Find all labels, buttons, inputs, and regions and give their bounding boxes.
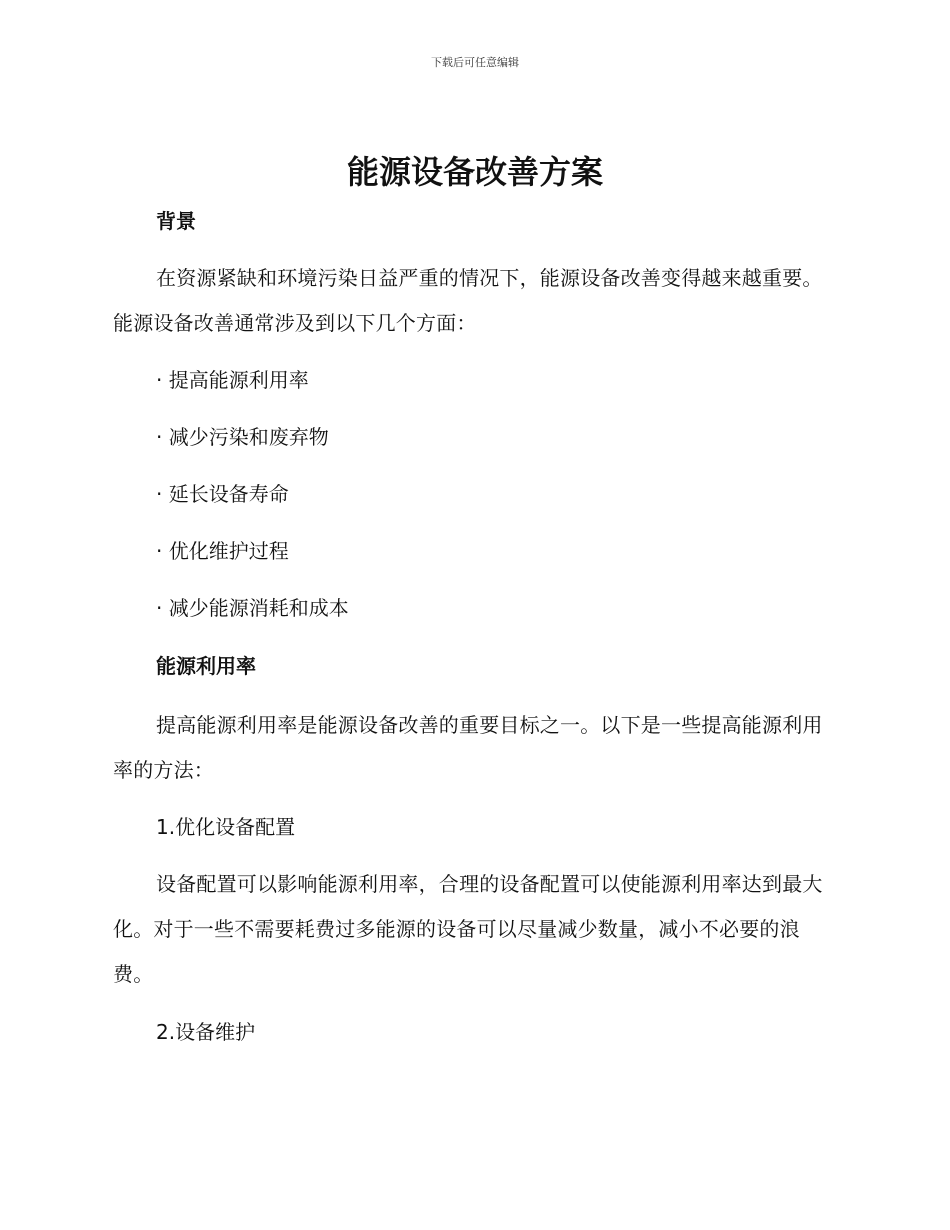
item-heading-optimize-config: 1.优化设备配置 <box>156 815 296 839</box>
section-heading-background: 背景 <box>156 209 196 233</box>
document-title: 能源设备改善方案 <box>346 153 603 191</box>
bullet-item: · 优化维护过程 <box>156 539 289 563</box>
bullet-item: · 延长设备寿命 <box>156 482 289 506</box>
background-paragraph: 在资源紧缺和环境污染日益严重的情况下，能源设备改善变得越来越重要。能源设备改善通常涉及到以下几个方面： <box>113 266 823 335</box>
bullet-item: · 减少污染和废弃物 <box>156 425 329 449</box>
section-heading-efficiency: 能源利用率 <box>156 654 256 678</box>
item-heading-maintenance: 2.设备维护 <box>156 1020 256 1044</box>
bullet-item: · 减少能源消耗和成本 <box>156 596 349 620</box>
bullet-item: · 提高能源利用率 <box>156 368 309 392</box>
optimize-config-paragraph: 设备配置可以影响能源利用率，合理的设备配置可以使能源利用率达到最大化。对于一些不需要耗费过多能源的设备可以尽量减少数量，减小不必要的浪费。 <box>113 872 823 986</box>
page-header-note: 下载后可任意编辑 <box>431 56 519 69</box>
efficiency-paragraph: 提高能源利用率是能源设备改善的重要目标之一。以下是一些提高能源利用率的方法： <box>113 713 823 782</box>
